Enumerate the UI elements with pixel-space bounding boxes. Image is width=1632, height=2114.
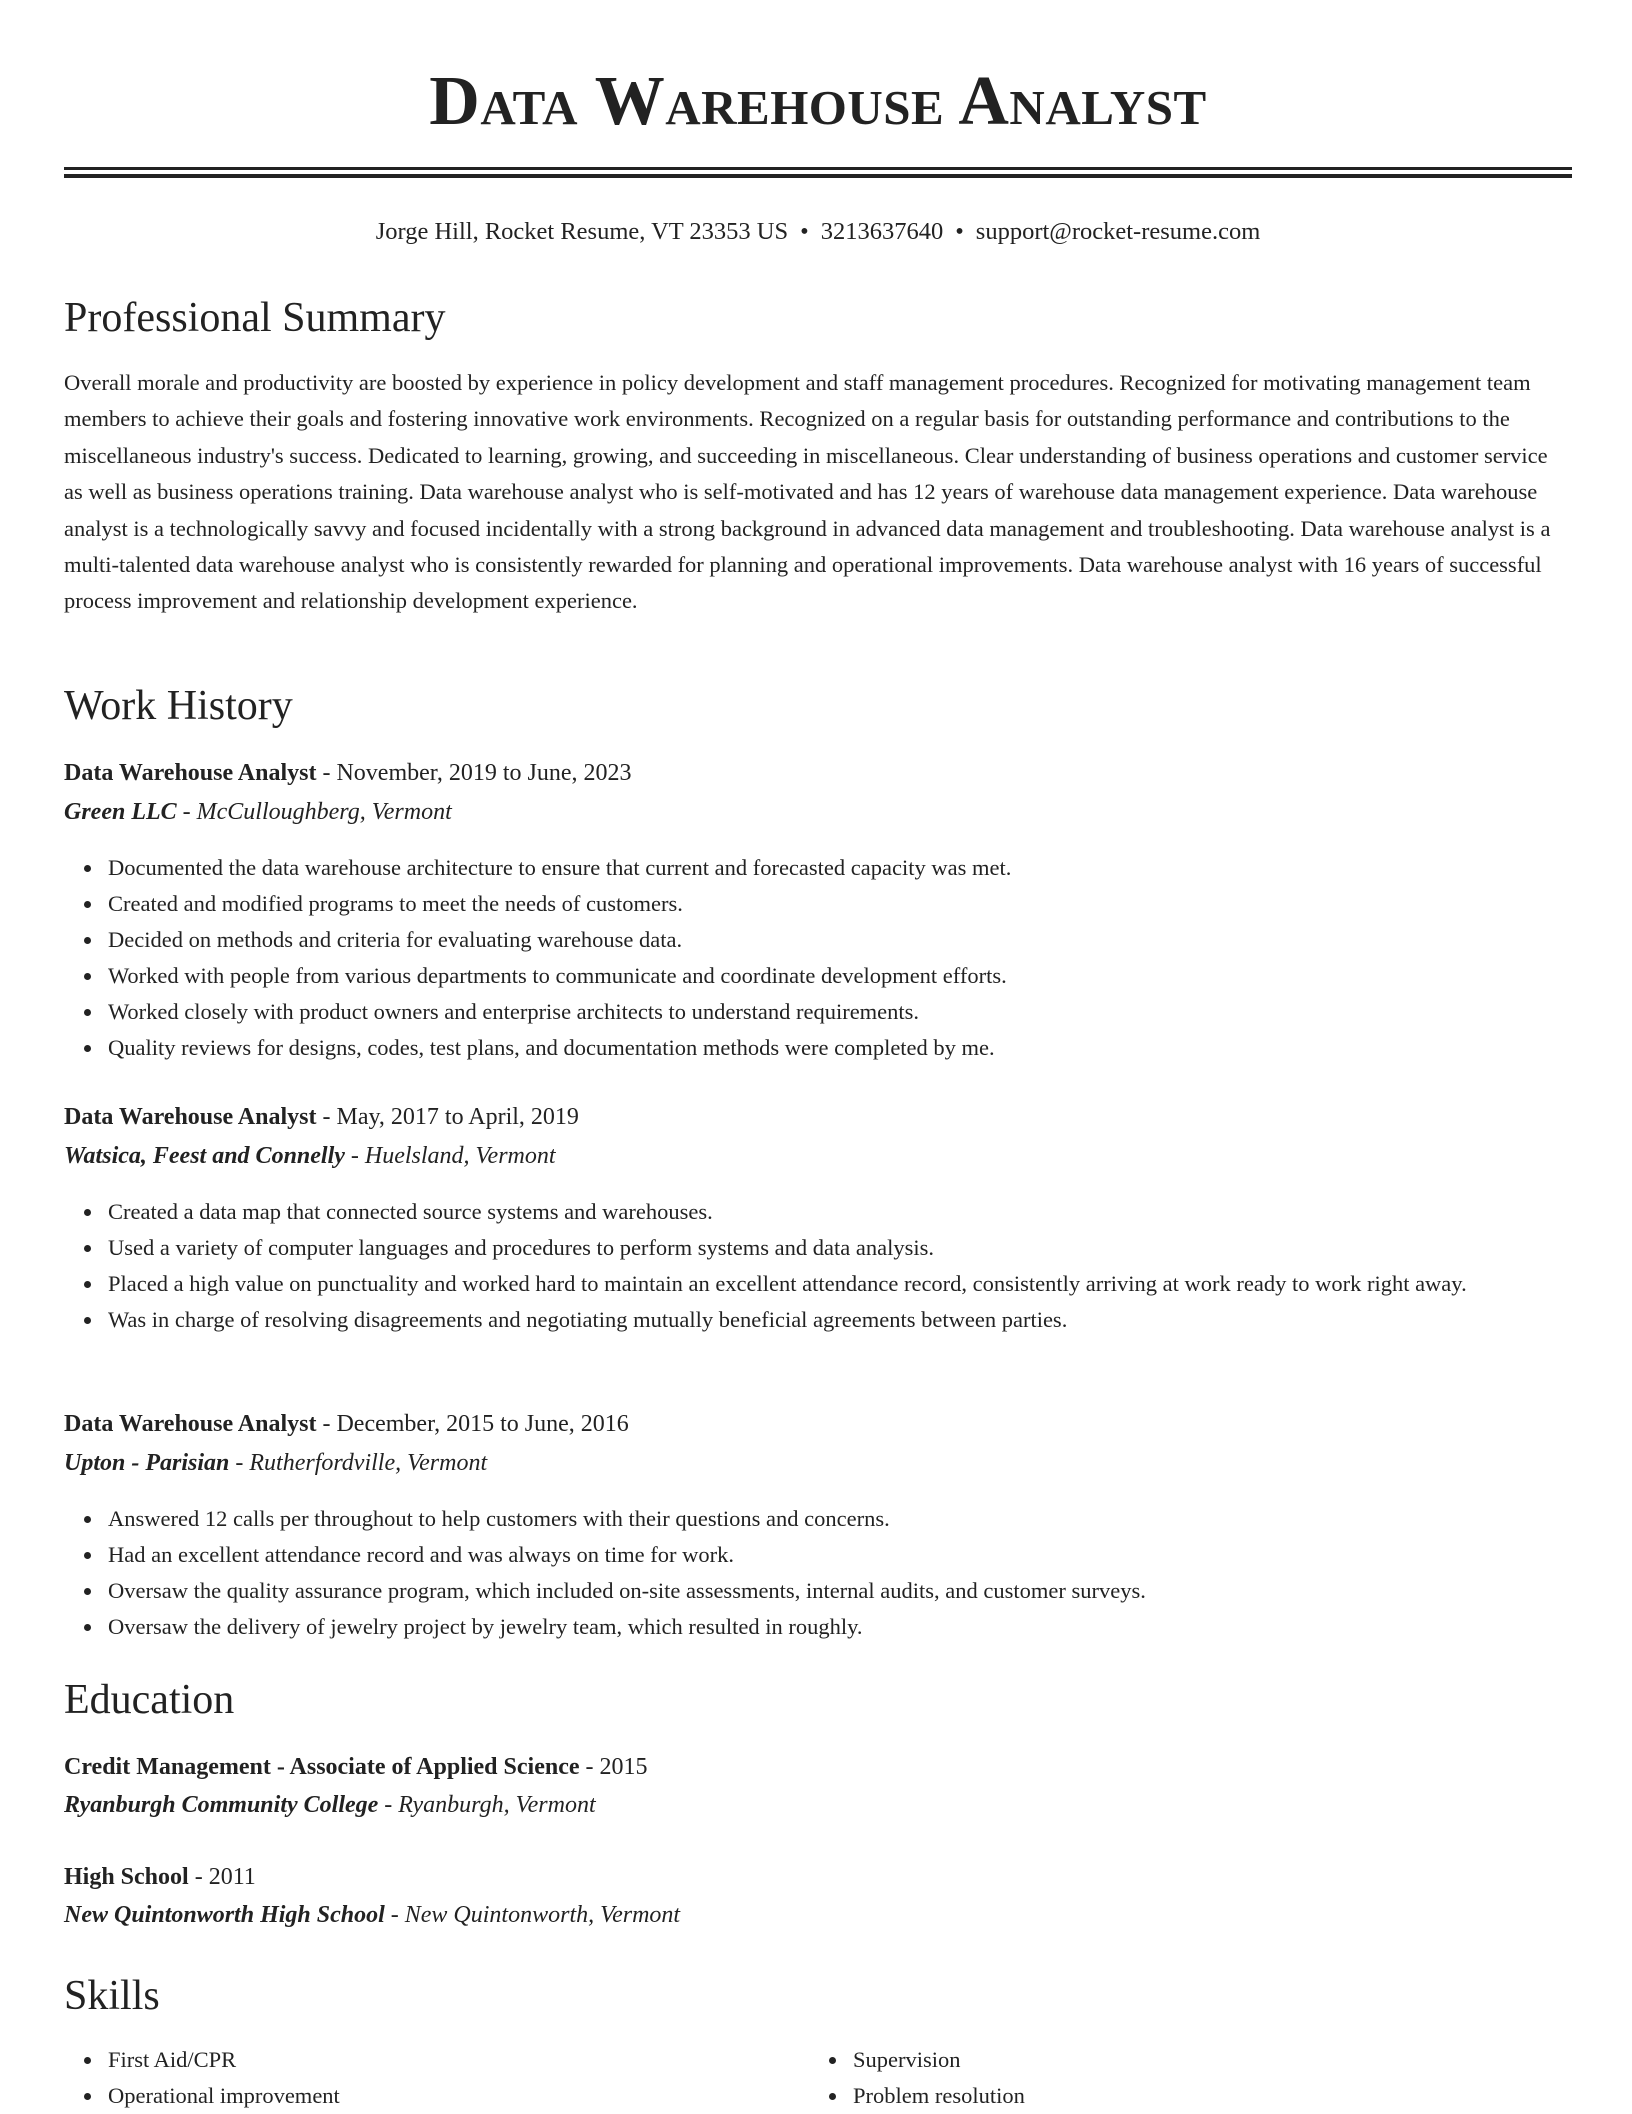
job-company: Upton - Parisian: [64, 1450, 230, 1476]
job-location: - Rutherfordville, Vermont: [229, 1450, 488, 1476]
education-year: - 2011: [188, 1864, 256, 1890]
bullet-item: Oversaw the quality assurance program, which included on-site assessments, internal audits, and customer surveys.: [108, 1573, 1572, 1609]
contact-separator: •: [800, 218, 809, 245]
summary-heading: Professional Summary: [64, 295, 446, 341]
title-rule-bottom: [64, 174, 1572, 178]
job-title-line: [64, 757, 1572, 789]
education-location: - Ryanburgh, Vermont: [378, 1792, 596, 1818]
job-company: Watsica, Feest and Connelly: [64, 1143, 345, 1169]
skill-item: Problem resolution: [853, 2078, 1553, 2114]
job-title-line: [64, 1408, 1572, 1440]
contact-email: support@rocket-resume.com: [975, 218, 1261, 245]
title-rule-top: [64, 167, 1572, 170]
bullet-item: Oversaw the delivery of jewelry project by jewelry team, which resulted in roughly.: [108, 1609, 1572, 1645]
job-company-line: [64, 1447, 1572, 1479]
job-company-line: [64, 796, 1572, 828]
bullet-item: Documented the data warehouse architecture to ensure that current and forecasted capacity was met.: [108, 850, 1572, 886]
job-dates: - December, 2015 to June, 2016: [316, 1411, 629, 1437]
summary-text: Overall morale and productivity are boosted by experience in policy development and staff management procedures. Recognized for motivating management team members to achieve their goals and fostering innovative work environments. Recognized on a regular basis for outstanding performance and contributions to the miscellaneous industry's success. Dedicated to learning, growing, and succeeding in miscellaneous. Clear understanding of business operations and customer service as well as business operations training. Data warehouse analyst who is self-motivated and has 12 years of warehouse data management experience. Data warehouse analyst is a technologically savvy and focused incidentally with a strong background in advanced data management and troubleshooting. Data warehouse analyst is a multi-talented data warehouse analyst who is consistently rewarded for planning and operational improvements. Data warehouse analyst with 16 years of successful process improvement and relationship development experience.: [64, 370, 1551, 614]
education-location: - New Quintonworth, Vermont: [384, 1902, 681, 1928]
education-degree-line: [64, 1751, 1572, 1783]
education-school: New Quintonworth High School: [64, 1902, 385, 1928]
bullet-item: Created and modified programs to meet the needs of customers.: [108, 886, 1572, 922]
job-dates: - May, 2017 to April, 2019: [316, 1104, 579, 1130]
work-history-heading: Work History: [64, 683, 293, 729]
job-location: - McCulloughberg, Vermont: [176, 799, 452, 825]
bullet-item: Had an excellent attendance record and was always on time for work.: [108, 1537, 1572, 1573]
skill-item: Operational improvement: [108, 2078, 808, 2114]
contact-separator: •: [955, 218, 964, 245]
education-heading: Education: [64, 1677, 235, 1723]
contact-line: [64, 216, 1572, 248]
education-school-line: [64, 1789, 1572, 1821]
job-title: Data Warehouse Analyst: [64, 1411, 317, 1437]
bullet-item: Placed a high value on punctuality and worked hard to maintain an excellent attendance record, consistently arriving at work ready to work right away.: [108, 1266, 1572, 1302]
education-school: Ryanburgh Community College: [64, 1792, 379, 1818]
bullet-item: Created a data map that connected source systems and warehouses.: [108, 1194, 1572, 1230]
job-bullets: [64, 1194, 1572, 1338]
contact-address: Jorge Hill, Rocket Resume, VT 23353 US: [375, 218, 789, 245]
bullet-item: Worked with people from various departments to communicate and coordinate development efforts.: [108, 958, 1572, 994]
bullet-item: Worked closely with product owners and enterprise architects to understand requirements.: [108, 994, 1572, 1030]
skill-item: First Aid/CPR: [108, 2042, 808, 2078]
job-company: Green LLC: [64, 799, 177, 825]
job-title-line: [64, 1101, 1572, 1133]
bullet-item: Quality reviews for designs, codes, test plans, and documentation methods were completed by me.: [108, 1030, 1572, 1066]
education-year: - 2015: [579, 1754, 648, 1780]
bullet-item: Was in charge of resolving disagreements and negotiating mutually beneficial agreements between parties.: [108, 1302, 1572, 1338]
job-title: Data Warehouse Analyst: [64, 760, 317, 786]
skills-list-right: [809, 2042, 1553, 2114]
education-school-line: [64, 1899, 1572, 1931]
skills-heading: Skills: [64, 1973, 160, 2019]
resume-title: Data Warehouse Analyst: [429, 63, 1207, 140]
skills-list-left: [64, 2042, 808, 2114]
resume-page: [64, 0, 1572, 2108]
job-location: - Huelsland, Vermont: [344, 1143, 556, 1169]
contact-phone: 3213637640: [820, 218, 944, 245]
education-degree-line: [64, 1861, 1572, 1893]
job-dates: - November, 2019 to June, 2023: [316, 760, 632, 786]
bullet-item: Used a variety of computer languages and procedures to perform systems and data analysis.: [108, 1230, 1572, 1266]
job-bullets: [64, 850, 1572, 1066]
job-company-line: [64, 1140, 1572, 1172]
skill-item: Supervision: [853, 2042, 1553, 2078]
education-degree: High School: [64, 1864, 189, 1890]
education-degree: Credit Management - Associate of Applied Science: [64, 1754, 580, 1780]
bullet-item: Answered 12 calls per throughout to help customers with their questions and concerns.: [108, 1501, 1572, 1537]
bullet-item: Decided on methods and criteria for evaluating warehouse data.: [108, 922, 1572, 958]
job-title: Data Warehouse Analyst: [64, 1104, 317, 1130]
job-bullets: [64, 1501, 1572, 1645]
